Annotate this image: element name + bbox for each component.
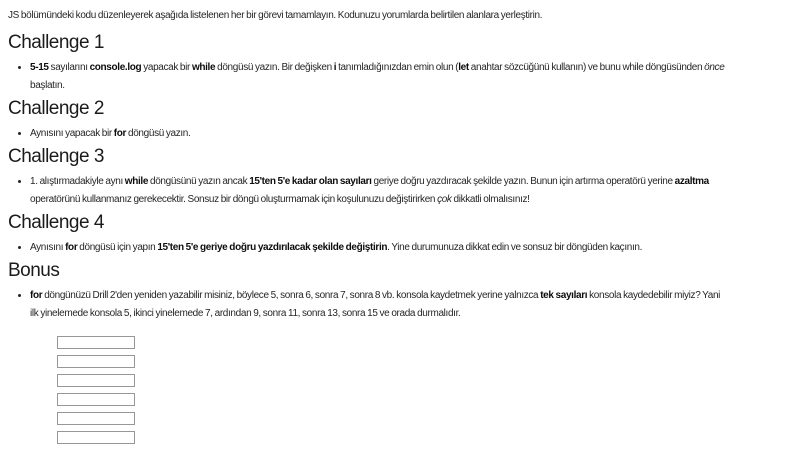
list-item — [30, 59, 792, 95]
placeholder-box — [57, 374, 135, 387]
heading-challenge-3: Challenge 3 — [8, 146, 104, 167]
challenge-2-list — [8, 125, 792, 143]
heading-challenge-2: Challenge 2 — [8, 98, 104, 119]
placeholder-box — [57, 336, 135, 349]
placeholder-box — [57, 355, 135, 368]
text-line: • 5-15 sayılarını console.log yapacak bir while döngüsü yazın. Bir değişken i tanımladığınızdan emin olun (let anahtar sözcüğünü kullanın) ve bunu while döngüsünden önce — [30, 62, 725, 73]
section-challenge-2 — [8, 97, 792, 143]
section-challenge-4 — [8, 211, 792, 257]
text-line: • Aynısını for döngüsü için yapın 15'ten 5'e geriye doğru yazdırılacak şekilde değiştirin. Yine durumunuza dikkat edin ve sonsuz bir döngüden kaçının. — [30, 242, 643, 253]
text-line: operatörünü kullanmanız gerekecektir. Sonsuz bir döngü oluşturmamak için koşulunuzu değiştirirken çok dikkatli olmalısınız! — [30, 194, 530, 205]
challenge-1-list — [8, 59, 792, 95]
intro-text: JS bölümündeki kodu düzenleyerek aşağıda listelenen her bir görevi tamamlayın. Kodunuzu yorumlarda belirtilen alanlara yerleştirin. — [8, 10, 543, 21]
section-challenge-3 — [8, 145, 792, 209]
text-line: • 1. alıştırmadakiyle aynı while döngüsünü yazın ancak 15'ten 5'e kadar olan sayıları geriye doğru yazdıracak şekilde yazın. Bunun için artırma operatörü yerine azaltma — [30, 176, 709, 187]
bonus-list — [8, 287, 792, 323]
list-item — [30, 239, 792, 257]
text-line: • Aynısını yapacak bir for döngüsü yazın. — [30, 128, 191, 139]
text-line: • for döngünüzü Drill 2'den yeniden yazabilir misiniz, böylece 5, sonra 6, sonra 7, sonra 8 vb. konsola kaydetmek yerine yalnızca tek sayıları konsola kaydedebilir miyiz? Yani — [30, 290, 721, 301]
challenge-4-list — [8, 239, 792, 257]
placeholder-list — [57, 336, 792, 444]
section-bonus — [8, 259, 792, 323]
challenge-3-list — [8, 173, 792, 209]
placeholder-box — [57, 431, 135, 444]
section-challenge-1 — [8, 31, 792, 95]
text-line: ilk yinelemede konsola 5, ikinci yinelemede 7, ardından 9, sonra 11, sonra 13, sonra 15 ve orada durmalıdır. — [30, 308, 461, 319]
list-item — [30, 125, 792, 143]
text-line: başlatın. — [30, 80, 65, 91]
heading-bonus: Bonus — [8, 260, 60, 281]
list-item — [30, 287, 792, 323]
heading-challenge-4: Challenge 4 — [8, 212, 104, 233]
placeholder-box — [57, 393, 135, 406]
placeholder-box — [57, 412, 135, 425]
heading-challenge-1: Challenge 1 — [8, 32, 104, 53]
list-item — [30, 173, 792, 209]
